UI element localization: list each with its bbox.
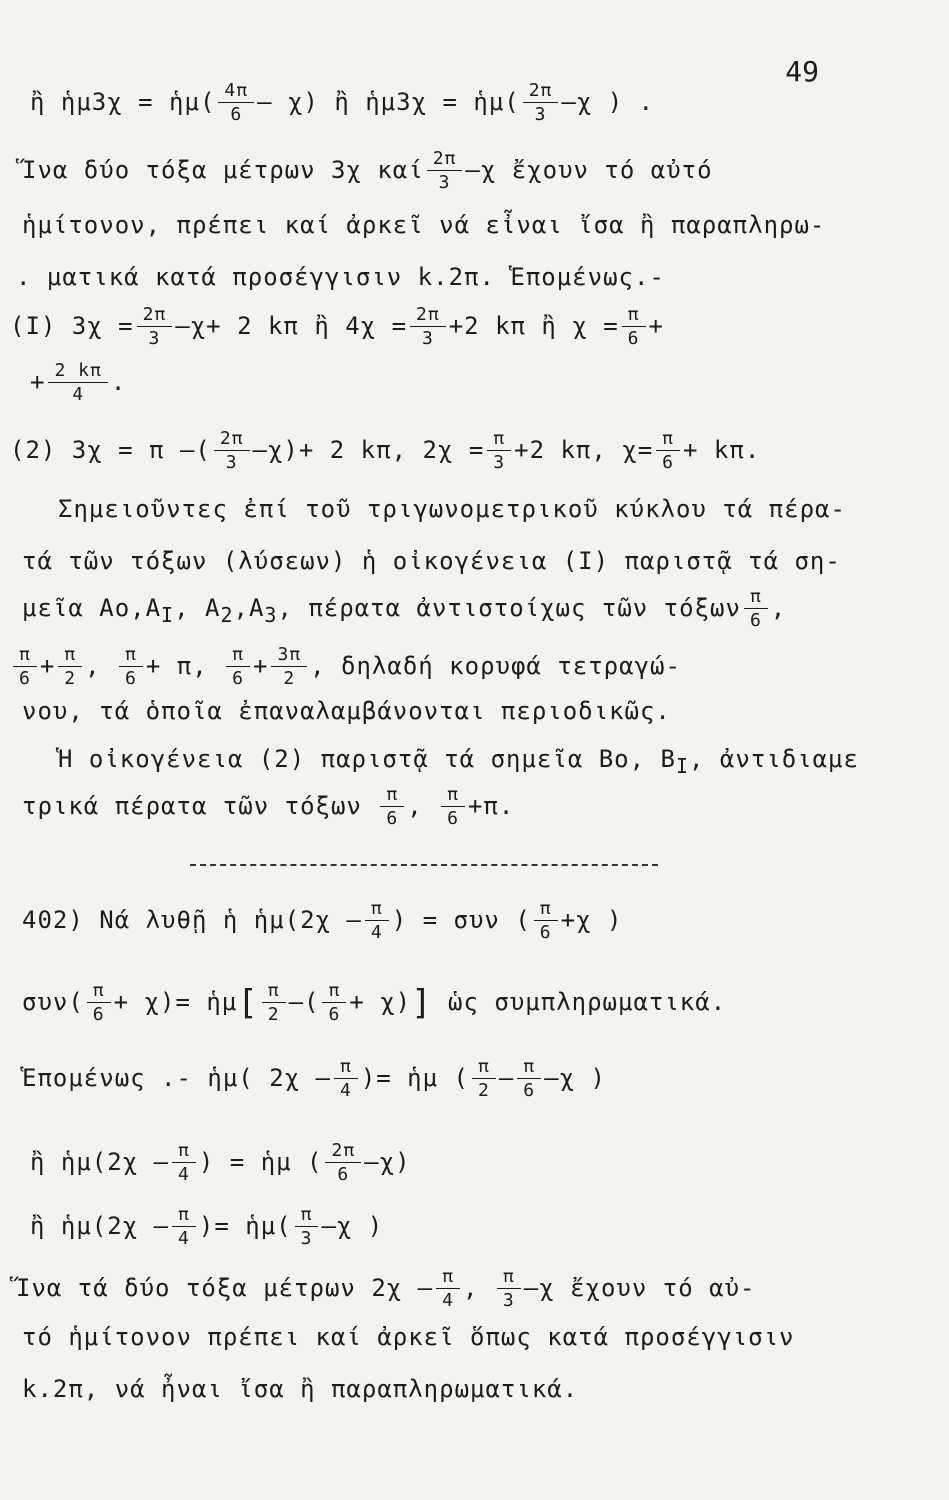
text-line-13: Ἡ οἰκογένεια (2) παριστᾷ τά σημεῖα Βο, $B_I$, ἀντιδιαμε [58, 745, 859, 778]
equation-line-17: Ἑπομένως .- ἡμ( 2χ – $\frac{\pi}{4}$ )= ἡμ ( $\frac{\pi}{2}$ – $\frac{\pi}{6}$ –χ ) [22, 1056, 606, 1101]
fraction: $\frac{\pi}{4}$ [172, 1142, 196, 1184]
equation-line-6: + $\frac{2 k\pi}{4}$ . [30, 360, 127, 405]
fraction: $\frac{2\pi}{3}$ [427, 150, 463, 192]
fraction: $\frac{2\pi}{3}$ [523, 82, 559, 124]
fraction: $\frac{\pi}{6}$ [87, 982, 111, 1024]
fraction: $\frac{\pi}{6}$ [226, 646, 250, 688]
fraction: $\frac{4\pi}{6}$ [218, 82, 254, 124]
fraction: $\frac{\pi}{3}$ [497, 1268, 521, 1310]
fraction: $\frac{2\pi}{6}$ [325, 1142, 361, 1184]
fraction: $\frac{2\pi}{3}$ [410, 306, 446, 348]
text-line-11: $\frac{\pi}{6}$ + $\frac{\pi}{2}$ , $\frac{\pi}{6}$ + π, $\frac{\pi}{6}$ + $\frac{3\pi}{2}$ , δηλαδή κορυφά τετραγώ- [10, 646, 681, 688]
fraction: $\frac{\pi}{6}$ [380, 786, 404, 828]
fraction: $\frac{\pi}{6}$ [13, 646, 37, 688]
fraction: $\frac{\pi}{4}$ [334, 1058, 358, 1100]
fraction: $\frac{\pi}{2}$ [472, 1058, 496, 1100]
fraction: $\frac{\pi}{6}$ [517, 1058, 541, 1100]
equation-line-16: συν( $\frac{\pi}{6}$ + χ)= ἡμ[ $\frac{\pi}{2}$ –( $\frac{\pi}{6}$ + χ)] ὡς συμπληρωματικά. [22, 980, 727, 1025]
fraction: $\frac{\pi}{2}$ [58, 646, 82, 688]
fraction: $\frac{2 k\pi}{4}$ [48, 362, 107, 404]
text-line-4: . ματικά κατά προσέγγισιν k.2π. Ἑπομένως.- [16, 263, 665, 291]
equation-line-7: (2) 3χ = π –( $\frac{2\pi}{3}$ –χ)+ 2 kπ, 2χ = $\frac{\pi}{3}$ +2 kπ, χ= $\frac{\pi}{6}$ + kπ. [10, 428, 761, 473]
fraction: $\frac{\pi}{2}$ [262, 982, 286, 1024]
text-line-2: Ἵνα δύο τόξα μέτρων 3χ καί $\frac{2\pi}{3}$ –χ ἔχουν τό αὐτό [22, 148, 713, 193]
page-number: 49 [785, 55, 819, 88]
fraction: $\frac{\pi}{3}$ [487, 430, 511, 472]
text-line-3: ἡμίτονον, πρέπει καί ἀρκεῖ νά εἶναι ἴσα ἢ παραπληρω- [22, 211, 826, 239]
fraction: $\frac{\pi}{6}$ [622, 306, 646, 348]
text-line-20: Ἵνα τά δύο τόξα μέτρων 2χ – $\frac{\pi}{4}$ , $\frac{\pi}{3}$ –χ ἔχουν τό αὐ- [16, 1266, 756, 1311]
fraction: $\frac{\pi}{6}$ [534, 900, 558, 942]
problem-402-statement: 402) Νά λυθῇ ἡ ἡμ(2χ – $\frac{\pi}{4}$ ) = συν ( $\frac{\pi}{6}$ +χ ) [22, 898, 623, 943]
text-line-12: νου, τά ὁποῖα ἐπαναλαμβάνονται περιοδικῶς. [22, 697, 671, 725]
equation-line-5: (I) 3χ = $\frac{2\pi}{3}$ –χ+ 2 kπ ἢ 4χ = $\frac{2\pi}{3}$ +2 kπ ἢ χ = $\frac{\pi}{6}$ + [10, 304, 664, 349]
fraction: $\frac{\pi}{6}$ [119, 646, 143, 688]
fraction: $\frac{\pi}{6}$ [441, 786, 465, 828]
text-line-21: τό ἡμίτονον πρέπει καί ἀρκεῖ ὅπως κατά προσέγγισιν [22, 1323, 795, 1351]
equation-line-1: ἢ ἡμ3χ = ἡμ( $\frac{4\pi}{6}$ – χ) ἢ ἡμ3χ = ἡμ( $\frac{2\pi}{3}$ –χ ) . [30, 80, 655, 125]
text-line-14: τρικά πέρατα τῶν τόξων $\frac{\pi}{6}$ , $\frac{\pi}{6}$ +π. [22, 784, 515, 829]
section-divider [190, 864, 658, 866]
fraction: $\frac{\pi}{4}$ [365, 900, 389, 942]
text-line-10: μεῖα $Ao,A_I$, $A_2,A_3$, πέρατα ἀντιστοίχως τῶν τόξων $\frac{\pi}{6}$ , [22, 586, 787, 631]
fraction: $\frac{3\pi}{2}$ [271, 646, 307, 688]
fraction: $\frac{\pi}{6}$ [322, 982, 346, 1024]
text-line-22: k.2π, νά ἦναι ἴσα ἢ παραπληρωματικά. [22, 1375, 579, 1403]
fraction: $\frac{\pi}{4}$ [172, 1206, 196, 1248]
equation-line-19: ἢ ἡμ(2χ – $\frac{\pi}{4}$ )= ἡμ( $\frac{\pi}{3}$ –χ ) [30, 1204, 384, 1249]
text-line-8: Σημειοῦντες ἐπί τοῦ τριγωνομετρικοῦ κύκλου τά πέρα- [58, 495, 846, 523]
fraction: $\frac{2\pi}{3}$ [214, 430, 250, 472]
fraction: $\frac{\pi}{6}$ [744, 588, 768, 630]
fraction: $\frac{2\pi}{3}$ [137, 306, 173, 348]
fraction: $\frac{\pi}{4}$ [436, 1268, 460, 1310]
fraction: $\frac{\pi}{6}$ [656, 430, 680, 472]
text-line-9: τά τῶν τόξων (λύσεων) ἡ οἰκογένεια (I) παριστᾷ τά ση- [22, 547, 841, 575]
equation-line-18: ἢ ἡμ(2χ – $\frac{\pi}{4}$ ) = ἡμ ( $\frac{2\pi}{6}$ –χ) [30, 1140, 411, 1185]
fraction: $\frac{\pi}{3}$ [295, 1206, 319, 1248]
